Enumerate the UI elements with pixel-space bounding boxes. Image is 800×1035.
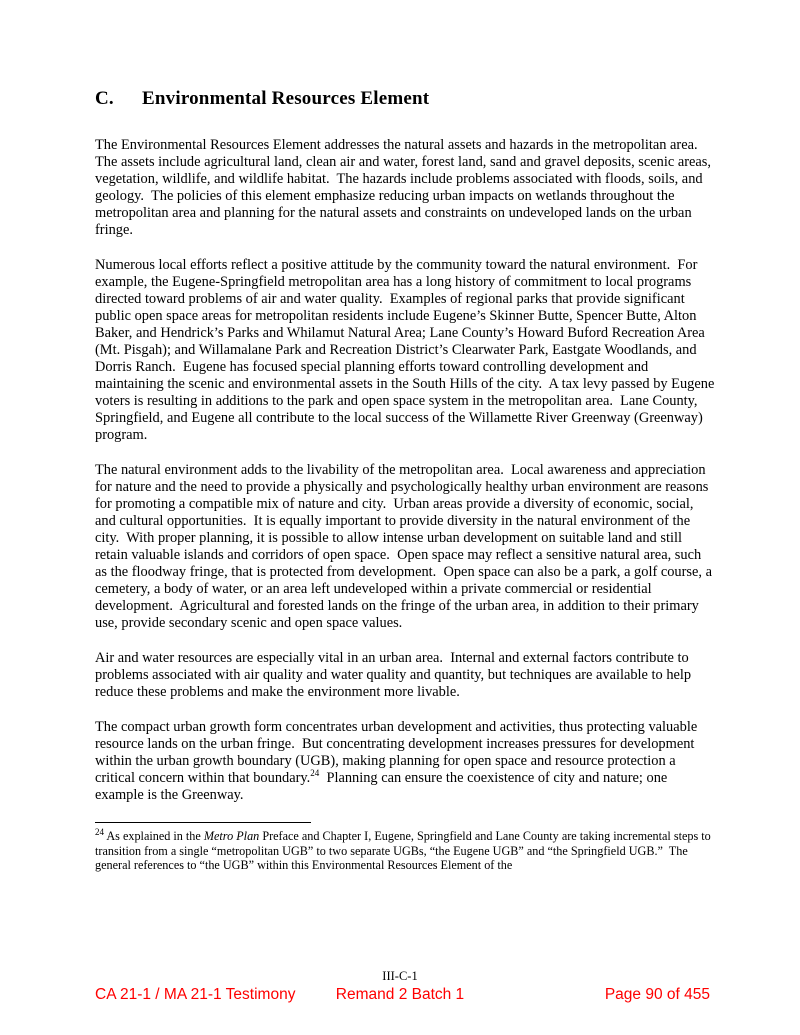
stamp-page-count: Page 90 of 455: [604, 986, 710, 1003]
paragraph-ugb: [95, 719, 715, 804]
footnote-reference: 24: [310, 768, 320, 779]
stamp-batch-label: Remand 2 Batch 1: [335, 986, 465, 1003]
section-title: Environmental Resources Element: [142, 88, 430, 109]
paragraph-livability: The natural environment adds to the livability of the metropolitan area. Local awareness and appreciation for nature and the need to provide a physically and psychologically healthy urban environment are reasons for promoting a compatible mix of nature and city. Urban areas provide a diversity of economic, social, and cultural opportunities. It is equally important to provide diversity in the natural environment of the city. With proper planning, it is possible to allow intense urban development on suitable land and still retain valuable islands and corridors of open space. Open space may reflect a sensitive natural area, such as the floodway fringe, that is protected from development. Open space can also be a park, a golf course, a cemetery, a body of water, or an area left undeveloped within a private commercial or residential development. Agricultural and forested lands on the fringe of the urban area, in addition to their primary use, provide secondary scenic and open space values.: [95, 462, 716, 631]
section-letter: C.: [95, 88, 114, 109]
paragraph-text: The compact urban growth form concentrates urban development and activities, thus protecting valuable resource lands on the urban fringe. But concentrating development increases pressures for development within the urban growth boundary (UGB), making planning for open space and resource protection a critical concern within that boundary.: [95, 719, 701, 786]
section-heading: [95, 88, 715, 110]
footnote-italic-title: Metro Plan: [203, 829, 260, 843]
paragraph-local-efforts: Numerous local efforts reflect a positive attitude by the community toward the natural environment. For example, the Eugene-Springfield metropolitan area has a long history of commitment to local programs directed toward problems of air and water quality. Examples of regional parks that provide significant public open space areas for metropolitan residents include Eugene’s Skinner Butte, Spencer Butte, Alton Baker, and Hendrick’s Parks and Whilamut Natural Area; Lane County’s Howard Buford Recreation Area (Mt. Pisgah); and Willamalane Park and Recreation District’s Clearwater Park, Eastgate Woodlands, and Dorris Ranch. Eugene has focused special planning efforts toward controlling development and maintaining the scenic and environmental assets in the South Hills of the city. A tax levy passed by Eugene voters is resulting in additions to the park and open space system in the metropolitan area. Lane County, Springfield, and Eugene all contribute to the local success of the Willamette River Greenway (Greenway) program.: [95, 257, 718, 443]
stamp-testimony-label: CA 21-1 / MA 21-1 Testimony: [95, 986, 296, 1003]
footnote: [95, 826, 715, 873]
document-page-content: [95, 88, 718, 873]
paragraph-air-water: Air and water resources are especially vital in an urban area. Internal and external factors contribute to problems associated with air quality and water quality and quantity, but techniques are available to help reduce these problems and make the environment more livable.: [95, 650, 695, 700]
page-number: III-C-1: [382, 969, 418, 983]
footnote-text: Preface and Chapter I, Eugene, Springfield and Lane County are taking incremental steps to transition from a single “metropolitan UGB” to two separate UGBs, “the Eugene UGB” and “the Springfield UGB.” The general references to “the UGB” within this Environmental Resources Element of the: [95, 829, 714, 873]
footnote-divider: [95, 822, 311, 823]
footnote-text: As explained in the: [104, 829, 204, 843]
footnote-marker: 24: [95, 826, 104, 837]
paragraph-text: Planning can ensure the coexistence of city and nature; one example is the Greenway.: [95, 770, 671, 803]
testimony-stamp-row: [0, 986, 800, 1006]
paragraph-intro: The Environmental Resources Element addresses the natural assets and hazards in the metropolitan area. The assets include agricultural land, clean air and water, forest land, sand and gravel deposits, scenic areas, vegetation, wildlife, and wildlife habitat. The hazards include problems associated with floods, soils, and geology. The policies of this element emphasize reducing urban impacts on wetlands throughout the metropolitan area and planning for the natural assets and constraints on undeveloped lands on the urban fringe.: [95, 137, 715, 238]
